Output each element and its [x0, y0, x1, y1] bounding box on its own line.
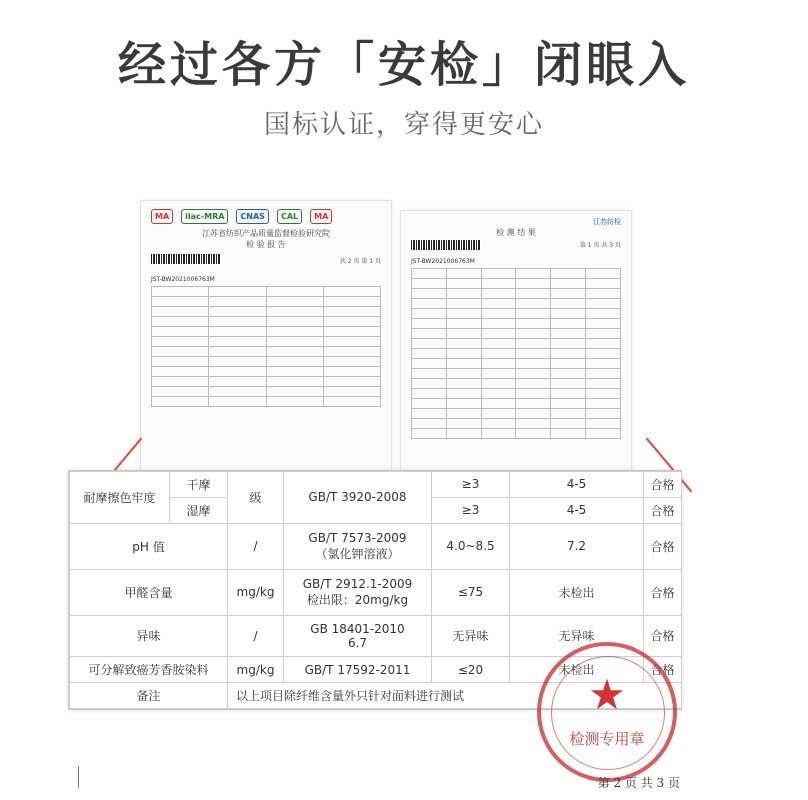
- cell-verdict: 合格: [644, 472, 682, 498]
- cell-result: 未检出: [510, 657, 644, 683]
- cell-result: 无异味: [510, 615, 644, 657]
- standard-note: （氯化钾溶液）: [315, 546, 400, 561]
- footer-mark: [78, 766, 79, 788]
- standard-code: GB/T 7573-2009: [308, 530, 407, 545]
- cell-requirement: ≥3: [432, 472, 510, 498]
- cell-standard: GB/T 3920-2008: [284, 472, 432, 524]
- cell-standard: GB/T 17592-2011: [284, 657, 432, 683]
- left-doc-report-no: JST-BW2021006763M: [151, 276, 215, 283]
- cell-verdict: 合格: [644, 569, 682, 615]
- cell-item: 可分解致癌芳香胺染料: [70, 657, 228, 683]
- report-info-table: [151, 286, 381, 407]
- ma-logo-2: MA: [310, 209, 332, 224]
- cell-result: 4-5: [510, 472, 644, 498]
- ma-logo: MA: [151, 209, 173, 224]
- cal-logo: CAL: [277, 209, 302, 224]
- cell-standard: [284, 615, 432, 657]
- cell-result: 7.2: [510, 523, 644, 569]
- cell-standard: [284, 523, 432, 569]
- cell-item: 耐摩擦色牢度: [70, 472, 170, 524]
- barcode-icon: [151, 254, 221, 264]
- cell-note-label: 备注: [70, 683, 228, 709]
- seal-text: 检测专用章: [569, 730, 645, 748]
- headline: 经过各方「安检」闭眼入: [117, 37, 690, 93]
- cell-subitem: 干摩: [170, 472, 228, 498]
- cell-requirement: 无异味: [432, 615, 510, 657]
- cell-result: 未检出: [510, 569, 644, 615]
- standard-code: GB 18401-2010: [310, 621, 405, 636]
- star-icon: ★: [588, 670, 626, 719]
- standard-code: GB/T 2912.1-2009: [302, 576, 413, 591]
- left-doc-page: 共 2 页 第 1 页: [339, 258, 381, 265]
- cell-unit: /: [228, 615, 284, 657]
- cnas-logo: CNAS: [236, 209, 269, 224]
- inspection-seal: [537, 642, 677, 782]
- report-photos: [0, 190, 808, 490]
- report-subtitle: 检 验 报 告: [246, 240, 286, 249]
- right-doc-page: 第 1 页 共 3 页: [579, 242, 621, 249]
- cell-requirement: ≥3: [432, 497, 510, 523]
- page-footer: 第 2 页 共 3 页: [597, 776, 680, 790]
- standard-note: 检出限：20mg/kg: [306, 592, 409, 607]
- cell-standard: [284, 569, 432, 615]
- right-doc-report-no: JST-BW2021006763M: [411, 258, 475, 265]
- standard-note: 6.7: [347, 635, 368, 650]
- subheadline: 国标认证，穿得更安心: [263, 110, 544, 140]
- cell-unit: mg/kg: [228, 657, 284, 683]
- ilac-logo: ilac-MRA: [181, 209, 228, 224]
- cell-unit: /: [228, 523, 284, 569]
- cell-verdict: 合格: [644, 497, 682, 523]
- cell-unit: mg/kg: [228, 569, 284, 615]
- cell-verdict: 合格: [644, 523, 682, 569]
- cell-requirement: 4.0~8.5: [432, 523, 510, 569]
- institute-name: 江苏省纺织产品质量监督检验研究院: [202, 229, 330, 238]
- results-mini-table: [411, 268, 621, 439]
- table-row: [70, 569, 682, 615]
- inspection-report-cover: [140, 200, 392, 492]
- cell-verdict: 合格: [644, 615, 682, 657]
- cell-requirement: ≤75: [432, 569, 510, 615]
- cell-unit: 级: [228, 472, 284, 524]
- cell-item: 异味: [70, 615, 228, 657]
- cell-result: 4-5: [510, 497, 644, 523]
- cell-subitem: 湿摩: [170, 497, 228, 523]
- barcode-icon: [411, 240, 481, 250]
- cell-note-text: 以上项目除纤维含量外只针对面料进行测试: [228, 683, 682, 709]
- institute-seal-logo: 江苏纺检: [593, 218, 621, 226]
- table-row: [70, 523, 682, 569]
- cell-item: 甲醛含量: [70, 569, 228, 615]
- table-row: [70, 472, 682, 498]
- cell-requirement: ≤20: [432, 657, 510, 683]
- cell-item: pH 值: [70, 523, 228, 569]
- certification-logos: [141, 201, 391, 228]
- cell-verdict: 合格: [644, 657, 682, 683]
- results-title: 检 测 结 果: [496, 228, 536, 237]
- inspection-results-page: [400, 210, 632, 492]
